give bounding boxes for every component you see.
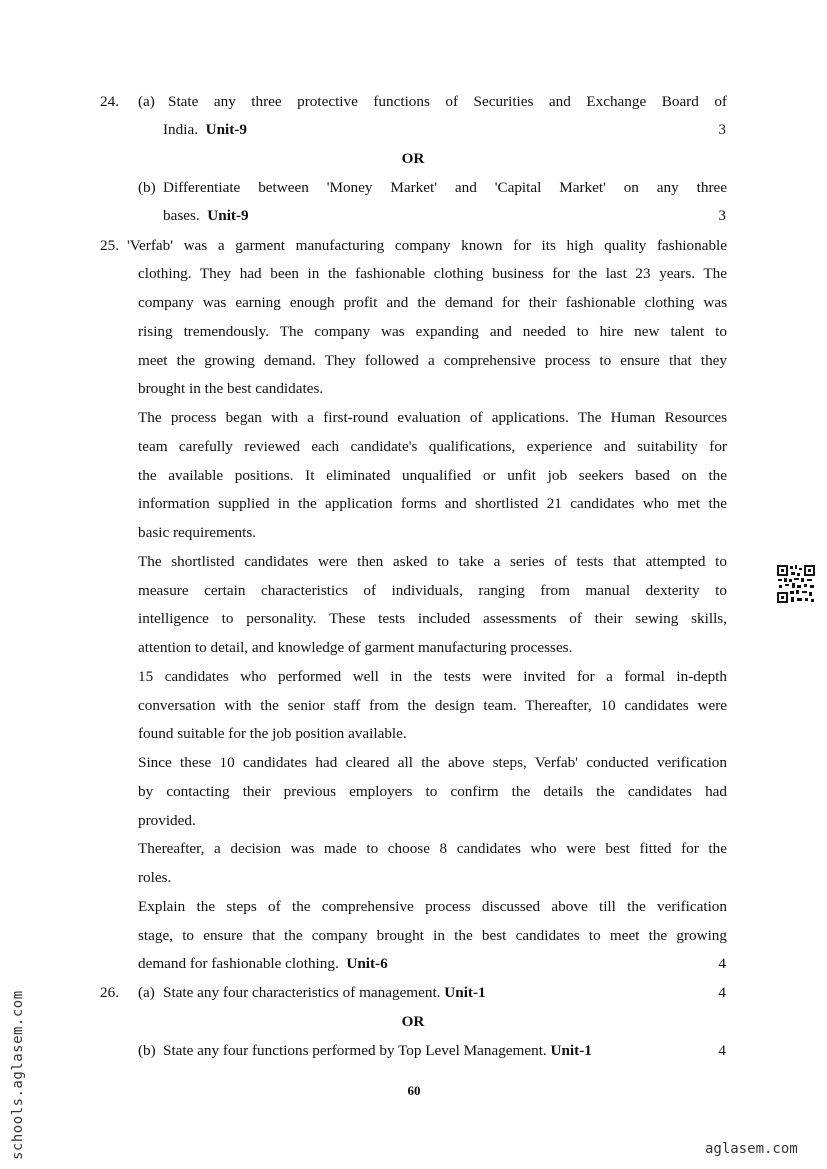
q25-line: brought in the best candidates. — [138, 380, 324, 397]
q25-line: attention to detail, and knowledge of garment manufacturing processes. — [138, 639, 573, 656]
q24b-line1: Differentiate between 'Money Market' and 'Capital Market' on any three — [163, 179, 727, 196]
q25-line: The process began with a first-round evaluation of applications. The Human Resources — [138, 409, 727, 426]
q24a-line1: State any three protective functions of Securities and Exchange Board of — [168, 93, 727, 110]
q25-line: Explain the steps of the comprehensive process discussed above till the verification — [138, 898, 727, 915]
q25-line: by contacting their previous employers to confirm the details the candidates had — [138, 783, 727, 800]
q25-line: team carefully reviewed each candidate's qualifications, experience and suitability for — [138, 438, 727, 455]
q25-marks: 4 — [718, 955, 726, 972]
q25-line: company was earning enough profit and the demand for their fashionable clothing was — [138, 294, 727, 311]
q25-line: roles. — [138, 869, 172, 886]
q25-line: information supplied in the application forms and shortlisted 21 candidates who met the — [138, 495, 727, 512]
q26b-unit: Unit-1 — [550, 1042, 592, 1059]
q26a-text: State any four characteristics of management. — [163, 984, 441, 1001]
q25-line: 'Verfab' was a garment manufacturing company known for its high quality fashionable — [127, 237, 727, 254]
q24a-unit: Unit-9 — [205, 121, 247, 138]
page-number: 60 — [407, 1083, 421, 1098]
q25-line: found suitable for the job position available. — [138, 725, 407, 742]
q25-line: Since these 10 candidates had cleared all the above steps, Verfab' conducted verification — [138, 754, 727, 771]
q26b-marks: 4 — [718, 1042, 726, 1059]
q24a-label: (a) — [138, 93, 155, 110]
q26b-text: State any four functions performed by Top Level Management. — [163, 1042, 547, 1059]
q25-line: The shortlisted candidates were then asked to take a series of tests that attempted to — [138, 553, 727, 570]
q25-line: Thereafter, a decision was made to choose 8 candidates who were best fitted for the — [138, 840, 727, 857]
q25-line: basic requirements. — [138, 524, 257, 541]
q25-line: meet the growing demand. They followed a comprehensive process to ensure that they — [138, 352, 727, 369]
q26-number: 26. — [100, 984, 119, 1001]
q26b-wrap — [163, 1041, 592, 1061]
q25-line: demand for fashionable clothing. — [138, 955, 339, 972]
q25-line: measure certain characteristics of individuals, ranging from manual dexterity to — [138, 582, 727, 599]
q26b-label: (b) — [138, 1042, 156, 1059]
q25-number: 25. — [100, 237, 119, 254]
q24b-unit: Unit-9 — [207, 207, 249, 224]
qr-code-icon — [776, 564, 816, 604]
q26a-marks: 4 — [718, 984, 726, 1001]
watermark-side: schools.aglasem.com — [10, 990, 26, 1160]
q24a-line2: India. — [163, 121, 199, 138]
q24b-label: (b) — [138, 179, 156, 196]
q25-line: the available positions. It eliminated unqualified or unfit job seekers based on the — [138, 467, 727, 484]
q25-line: clothing. They had been in the fashionable clothing business for the last 23 years. The — [138, 265, 727, 282]
q24b-line2-wrap — [163, 206, 249, 226]
q26a-unit: Unit-1 — [444, 984, 486, 1001]
q25-line: intelligence to personality. These tests included assessments of their sewing skills, — [138, 610, 727, 627]
q24-or: OR — [401, 150, 425, 167]
q24b-marks: 3 — [718, 207, 726, 224]
q25-line: rising tremendously. The company was expanding and needed to hire new talent to — [138, 323, 727, 340]
q24b-line2: bases. — [163, 207, 200, 224]
q26a-wrap — [163, 983, 486, 1003]
q25-line: provided. — [138, 812, 196, 829]
q25-unit: Unit-6 — [346, 955, 388, 972]
q26-or: OR — [401, 1013, 425, 1030]
q24-number: 24. — [100, 93, 119, 110]
q25-line: 15 candidates who performed well in the tests were invited for a formal in-depth — [138, 668, 727, 685]
q24a-marks: 3 — [718, 121, 726, 138]
q25-line: conversation with the senior staff from the design team. Thereafter, 10 candidates were — [138, 697, 727, 714]
q25-last-line-wrap — [138, 954, 388, 974]
q25-line: stage, to ensure that the company brought in the best candidates to meet the growing — [138, 927, 727, 944]
q24a-line2-wrap — [163, 120, 247, 140]
q26a-label: (a) — [138, 984, 155, 1001]
watermark-corner: aglasem.com — [705, 1141, 798, 1157]
